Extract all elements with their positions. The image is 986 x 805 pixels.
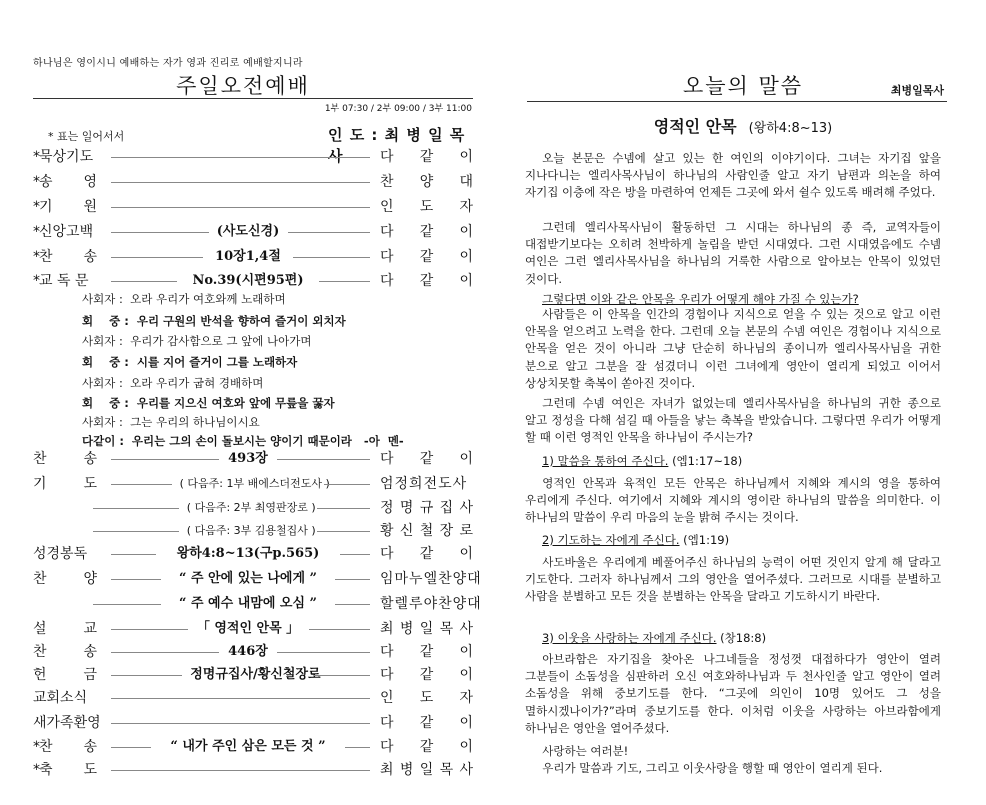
leader-line: [111, 579, 161, 580]
order-label: * 축 도: [33, 762, 97, 778]
point-heading: [542, 630, 766, 646]
leader-line: [288, 232, 371, 233]
order-label: * 기 원: [33, 199, 97, 215]
responsive-line: 사회자 : 오라 우리가 여호와께 노래하며: [82, 292, 286, 306]
sermon-page: [500, 0, 986, 805]
leader: 인 도 : 최 병 일 목 사: [328, 126, 466, 165]
order-row: [33, 147, 473, 167]
motto: 하나님은 영이시니 예배하는 자가 영과 진리로 예배할지니라: [33, 58, 303, 69]
leader-line: [324, 484, 370, 485]
leader-line: [111, 698, 370, 699]
leader-line: [293, 257, 370, 258]
order-label: 기 도: [33, 476, 97, 492]
order-row: [33, 271, 473, 291]
order-person: 정 명 규 집 사: [380, 500, 473, 516]
order-label: * 교 독 문: [33, 273, 89, 289]
leader-line: [93, 604, 161, 605]
order-person: 다 같 이: [380, 451, 473, 467]
responsive-line: 사회자 : 그는 우리의 하나님이시요: [82, 415, 260, 429]
order-person: 다 같 이: [380, 546, 473, 562]
responsive-line: 회 중 : 시를 지어 즐거이 그를 노래하자: [82, 355, 298, 369]
stand-note: * 표는 일어서서: [48, 130, 125, 143]
order-item: 왕하4:8~13(구p.565): [176, 546, 320, 561]
responsive-line: 회 중 : 우리 구원의 반석을 향하여 즐거이 외치자: [82, 314, 346, 328]
order-row: [33, 197, 473, 217]
paragraph: 아브라함은 자기집을 찾아온 나그네들을 정성껏 대접하다가 영안이 열려 그분들이 소돔성을 심판하러 오신 여호와하나님과 두 천사인줄 알고 영안이 열려 소돔성을 위해 중보기도를 한다. “그곳에 의인이 10명 있어도 그 성을 멸하시겠나이가?”라며 중보기도를 한다. 이처럼 이웃을 사랑하는 아브라함에게 하나님은 영안을 열어주셨다.: [525, 652, 941, 735]
divider: [527, 101, 947, 102]
responsive-line: 다같이 : 우리는 그의 손이 돌보시는 양이기 때문이라 -아 멘-: [82, 434, 404, 448]
order-row: [33, 760, 473, 780]
sermon-title: [500, 114, 986, 137]
leader-line: [314, 675, 370, 676]
leader-line: [111, 257, 203, 258]
paragraph: 그런데 수넴 여인은 자녀가 없었는데 엘리사목사님을 하나님의 귀한 종으로 알고 정성을 다해 섬길 때 아들을 낳는 축복을 받았습니다. 그렇다면 우리가 어떻게 할 때 이런 영적인 안목을 하나님이 주시는가?: [525, 396, 941, 445]
order-label: 헌 금: [33, 667, 97, 683]
order-label: * 송 영: [33, 174, 97, 190]
order-row: [33, 449, 473, 469]
order-label: 새가족환영: [33, 715, 101, 731]
worship-order-page: [0, 0, 486, 805]
point-title: 1) 말씀을 통하여 주신다.: [542, 454, 669, 468]
point-heading: [542, 453, 742, 469]
order-item: 493장: [228, 451, 268, 466]
leader-line: [345, 747, 370, 748]
leader-line: [111, 554, 156, 555]
point-title: 3) 이웃을 사랑하는 자에게 주신다.: [542, 631, 717, 645]
leader-line: [111, 770, 370, 771]
leader-line: [111, 747, 151, 748]
order-item: ( 다음주: 1부 배에스더전도사 ): [179, 477, 330, 490]
leader-line: [335, 579, 370, 580]
order-row: [33, 713, 473, 733]
order-person: 임마누엘찬양대: [380, 571, 482, 587]
leader-line: [317, 531, 370, 532]
order-row: [33, 247, 473, 267]
order-item: “ 주 안에 있는 나에게 ”: [178, 571, 318, 586]
paragraph: 영적인 안목과 육적인 모든 안목은 하나님께서 지혜와 계시의 영을 통하여 우리에게 주신다. 여기에서 지혜와 계시의 영이란 하나님의 말씀을 의미한다. 이 하나님의 말씀이 우리 마음의 눈을 밝혀 주시는 것이다.: [525, 476, 941, 525]
responsive-line: 사회자 : 오라 우리가 굽혀 경배하며: [82, 376, 264, 390]
point-heading: [542, 532, 729, 548]
order-row: [33, 665, 473, 685]
order-item: 10장1,4절: [215, 249, 281, 264]
order-row: [33, 642, 473, 662]
order-row: [33, 172, 473, 192]
leader-line: [93, 508, 179, 509]
sermon-ref: (왕하4:8~13): [748, 121, 833, 136]
order-row: [33, 737, 473, 757]
page-title: 주일오전예배: [176, 74, 310, 98]
order-row: [33, 222, 473, 242]
order-label: * 찬 송: [33, 739, 97, 755]
leader-line: [111, 652, 219, 653]
order-label: * 신앙고백: [33, 224, 94, 240]
leader-line: [309, 629, 371, 630]
paragraph: 그런데 엘리사목사님이 활동하던 그 시대는 하나님의 종 즉, 교역자들이 대접받기보다는 오히려 천박하게 놀림을 받던 시대였다. 그런 시대였음에도 수넴 여인은 그런 엘리사목사님을 하나님의 거룩한 사람으로 알아보는 안목이 있었던 것이다.: [525, 220, 941, 286]
order-item: “ 내가 주인 삼은 모든 것 ”: [170, 739, 326, 754]
point-title: 2) 기도하는 자에게 주신다.: [542, 533, 680, 547]
order-person: 다 같 이: [380, 249, 473, 265]
point-ref: (창18:8): [720, 631, 767, 645]
leader-line: [111, 629, 188, 630]
leader-line: [111, 157, 370, 158]
order-row: [33, 521, 473, 541]
leader-line: [111, 723, 370, 724]
order-person: 최 병 일 목 사: [380, 762, 473, 778]
order-label: 성경봉독: [33, 546, 88, 562]
leader-line: [111, 182, 370, 183]
leader-line: [111, 207, 370, 208]
order-person: 찬 양 대: [380, 174, 473, 190]
leader-line: [111, 281, 177, 282]
order-row: [33, 619, 473, 639]
order-label: 찬 송: [33, 451, 97, 467]
leader-line: [111, 459, 219, 460]
author: 최병일목사: [890, 84, 944, 97]
order-item: 「 영적인 안목 」: [196, 621, 300, 636]
order-label: 교회소식: [33, 690, 88, 706]
leader-line: [317, 508, 370, 509]
order-person: 다 같 이: [380, 149, 473, 165]
leader-line: [111, 232, 209, 233]
leader-line: [277, 652, 370, 653]
order-row: [33, 688, 473, 708]
service-times: 1부 07:30 / 2부 09:00 / 3부 11:00: [324, 104, 472, 114]
order-item: ( 다음주: 3부 김용철집사 ): [186, 524, 316, 537]
order-item: “ 주 예수 내맘에 오심 ”: [178, 596, 318, 611]
paragraph: 사도바울은 우리에게 베풀어주신 하나님의 능력이 어떤 것인지 알게 해 달라고 기도한다. 그러자 하나님께서 그의 영안을 열어주셨다. 그러므로 시대를 분별하고 사람을 분별하고 모든 것을 분별하는 안목을 달라고 기도하시기 바란다.: [525, 555, 941, 604]
order-item: ( 다음주: 2부 최영판장로 ): [186, 501, 316, 514]
order-item: No.39(시편95편): [192, 273, 304, 288]
closing-line: 우리가 말씀과 기도, 그리고 이웃사랑을 행할 때 영안이 열리게 된다.: [542, 761, 883, 775]
order-person: 엄정희전도사: [380, 476, 468, 492]
order-person: 최 병 일 목 사: [380, 621, 473, 637]
divider: [33, 98, 473, 99]
order-person: 할렐루야찬양대: [380, 596, 482, 612]
order-item: 정명규집사/황신철장로: [190, 667, 321, 682]
order-row: [33, 474, 473, 494]
leader-line: [277, 459, 370, 460]
order-person: 황 신 철 장 로: [380, 523, 473, 539]
order-person: 다 같 이: [380, 644, 473, 660]
order-person: 다 같 이: [380, 224, 473, 240]
paragraph: 오늘 본문은 수넴에 살고 있는 한 여인의 이야기이다. 그녀는 자기집 앞을 지나다니는 엘리사목사님이 하나님의 사람인줄 알고 자기 남편과 의논을 하여 자기집 이층에 작은 방을 마련하여 언제든 그곳에 와서 쉴수 있도록 배려해 주었다.: [525, 151, 941, 200]
order-person: 다 같 이: [380, 273, 473, 289]
order-label: * 묵상기도: [33, 149, 94, 165]
order-item: (사도신경): [216, 224, 280, 239]
order-person: 인 도 자: [380, 690, 473, 706]
order-person: 인 도 자: [380, 199, 473, 215]
order-label: 찬 양: [33, 571, 97, 587]
sermon-page-title: 오늘의 말씀: [682, 74, 804, 98]
leader-line: [335, 604, 370, 605]
order-row: [33, 594, 482, 614]
point-ref: (엡1:17~18): [672, 454, 743, 468]
order-person: 다 같 이: [380, 739, 473, 755]
closing-line: 사랑하는 여러분!: [542, 744, 629, 758]
leader-line: [319, 281, 370, 282]
paragraph: 사람들은 이 안목을 인간의 경험이나 지식으로 얻을 수 있는 것으로 알고 이런 안목을 얻으려고 노력을 한다. 그런데 오늘 본문의 수넴 여인은 경험이나 지식으로 안목을 얻은 것이 아니라 그냥 단순히 하나님의 종이니까 엘리사목사님을 귀한 분으로 알고 그분을 잘 섬겼더니 이런 그녀에게 영안이 열리게 되었고 이어서 상상치못할 축복이 쏟아진 것이다.: [525, 307, 941, 390]
sermon-title-text: 영적인 안목: [653, 117, 737, 136]
leader-line: [111, 675, 182, 676]
order-label: * 찬 송: [33, 249, 97, 265]
order-item: 446장: [228, 644, 268, 659]
order-label: 설 교: [33, 621, 97, 637]
order-person: 다 같 이: [380, 715, 473, 731]
order-row: [33, 498, 473, 518]
leader-line: [340, 554, 370, 555]
order-person: 다 같 이: [380, 667, 473, 683]
point-ref: (엡1:19): [683, 533, 730, 547]
leader-line: [93, 531, 179, 532]
order-label: 찬 송: [33, 644, 97, 660]
responsive-line: 회 중 : 우리를 지으신 여호와 앞에 무릎을 꿇자: [82, 396, 335, 410]
question: 그렇다면 이와 같은 안목을 우리가 어떻게 해야 가질 수 있는가?: [542, 292, 859, 306]
responsive-line: 사회자 : 우리가 감사함으로 그 앞에 나아가며: [82, 334, 312, 348]
leader-line: [111, 484, 172, 485]
order-row: [33, 544, 473, 564]
order-row: [33, 569, 482, 589]
